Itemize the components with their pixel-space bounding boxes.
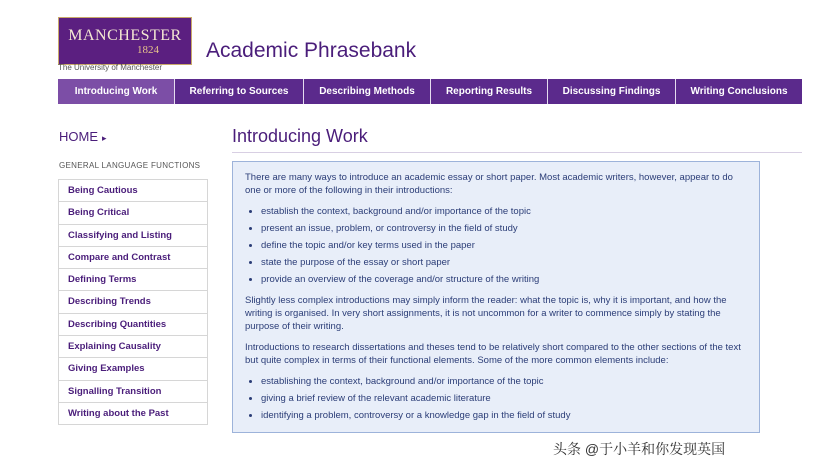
university-name: The University of Manchester — [58, 63, 163, 72]
list-item: • establish the context, background and/or importance of the topic — [261, 205, 747, 218]
arrow-right-icon: ▸ — [102, 133, 107, 143]
list-item: • present an issue, problem, or controversy in the field of study — [261, 222, 747, 235]
sidebar-item-compare-and-contrast[interactable]: Compare and Contrast — [58, 247, 208, 269]
sidebar-item-writing-about-the-past[interactable]: Writing about the Past — [58, 403, 208, 425]
list-item: • define the topic and/or key terms used in the paper — [261, 239, 747, 252]
sidebar-item-describing-trends[interactable]: Describing Trends — [58, 291, 208, 313]
list-item: • establishing the context, background and/or importance of the topic — [261, 375, 747, 388]
main-nav — [58, 79, 802, 104]
list-item: • provide an overview of the coverage and/or structure of the writing — [261, 273, 747, 286]
sidebar-heading: GENERAL LANGUAGE FUNCTIONS — [59, 161, 201, 170]
nav-referring-to-sources[interactable]: Referring to Sources — [175, 79, 304, 104]
home-label: HOME — [59, 129, 98, 144]
sidebar-item-explaining-causality[interactable]: Explaining Causality — [58, 336, 208, 358]
list-item: • state the purpose of the essay or short paper — [261, 256, 747, 269]
intro-paragraph: There are many ways to introduce an academic essay or short paper. Most academic writers, however, appear to do one or more of the following in their introductions: — [245, 172, 733, 196]
nav-introducing-work[interactable]: Introducing Work — [58, 79, 175, 104]
nav-describing-methods[interactable]: Describing Methods — [304, 79, 431, 104]
second-paragraph: Slightly less complex introductions may simply inform the reader: what the topic is, why it is important, and how the writing is organised. In very short assignments, it is not uncommon for a writer to commence simply by stating the purpose of their writing. — [245, 295, 727, 332]
title-divider — [232, 152, 802, 153]
watermark-text: 头条 @于小羊和你发现英国 — [553, 441, 726, 457]
list-item: • identifying a problem, controversy or a knowledge gap in the field of study — [261, 409, 747, 422]
sidebar-item-classifying-and-listing[interactable]: Classifying and Listing — [58, 225, 208, 247]
sidebar-item-defining-terms[interactable]: Defining Terms — [58, 269, 208, 291]
dissertation-bullet-list — [245, 375, 747, 422]
nav-writing-conclusions[interactable]: Writing Conclusions — [690, 86, 788, 97]
logo-year: 1824 — [137, 44, 159, 56]
sidebar-item-being-critical[interactable]: Being Critical — [58, 202, 208, 224]
third-paragraph: Introductions to research dissertations and theses tend to be relatively short compared to the other sections of the text but quite complex in terms of their functional elements. Some of the more common elements include: — [245, 342, 741, 366]
sidebar-item-giving-examples[interactable]: Giving Examples — [58, 358, 208, 380]
page-title: Introducing Work — [232, 126, 368, 146]
sidebar-item-describing-quantities[interactable]: Describing Quantities — [58, 314, 208, 336]
sidebar-item-signalling-transition[interactable]: Signalling Transition — [58, 381, 208, 403]
list-item: • giving a brief review of the relevant academic literature — [261, 392, 747, 405]
logo-text: MANCHESTER — [68, 27, 182, 44]
university-logo[interactable] — [58, 17, 192, 65]
site-title[interactable]: Academic Phrasebank — [206, 39, 417, 62]
intro-bullet-list — [245, 205, 747, 286]
nav-discussing-findings[interactable]: Discussing Findings — [548, 79, 676, 104]
nav-reporting-results[interactable]: Reporting Results — [431, 79, 548, 104]
sidebar-item-being-cautious[interactable]: Being Cautious — [58, 179, 208, 202]
sidebar-list — [58, 179, 208, 425]
content-panel — [232, 161, 760, 433]
home-link[interactable] — [59, 129, 107, 144]
